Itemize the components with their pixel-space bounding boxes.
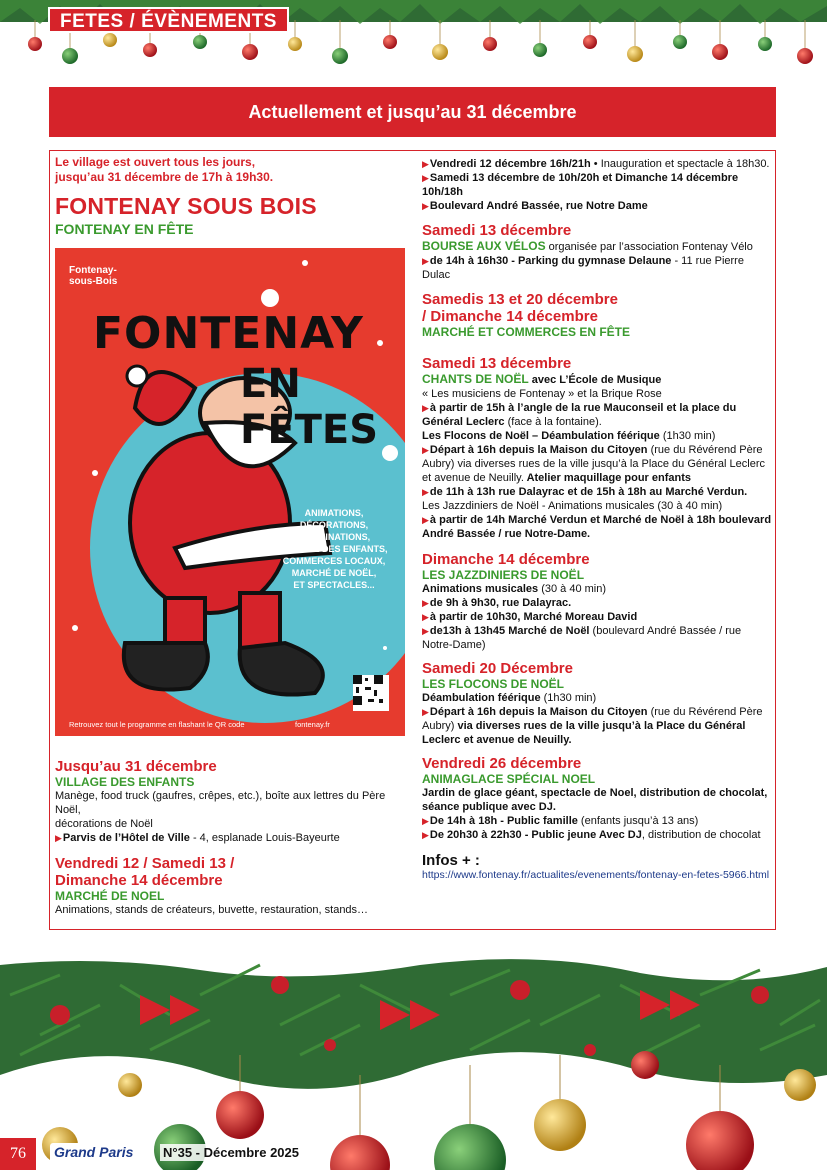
text-part: De 14h à 18h - Public famille — [429, 815, 578, 827]
event-date: Samedi 20 Décembre — [422, 660, 573, 677]
event-bullet — [422, 401, 774, 429]
event-bullet — [422, 624, 774, 652]
text-part: Vendredi 12 décembre 16h/21h — [429, 158, 591, 170]
event-schedule-top — [422, 157, 774, 213]
text-part: Samedi 13 décembre de 10h/20h et Dimanche 14 décembre 10h/18h — [422, 172, 739, 198]
text-part: (face à la fontaine). — [504, 416, 602, 428]
event-title: VILLAGE DES ENFANTS — [55, 775, 195, 789]
schedule-line — [422, 157, 774, 171]
text-part: Atelier maquillage pour enfants — [523, 472, 691, 484]
bottom-garland-decoration — [0, 955, 827, 1170]
left-column — [55, 155, 410, 237]
event-location — [55, 831, 410, 845]
event-christmas-market — [55, 855, 410, 917]
event-date: Vendredi 12 / Samedi 13 / — [55, 855, 235, 872]
event-title: LES JAZZDINIERS DE NOËL — [422, 568, 585, 582]
text-part: - 11 rue Pierre Dulac — [422, 255, 744, 281]
event-village — [55, 758, 410, 845]
more-info-link[interactable]: https://www.fontenay.fr/actualites/evenements/fontenay-en-fetes-5966.html — [422, 869, 770, 881]
event-text — [422, 429, 774, 443]
event-description — [55, 789, 410, 831]
text-part: (rue du Révérend Père Aubry) — [422, 706, 763, 732]
text-part: (boulevard André Bassée / rue Notre-Dame) — [422, 625, 742, 651]
event-poster — [55, 248, 405, 736]
text-part: à partir de 14h Marché Verdun et Marché de Noël à 18h boulevard André Bassée / rue Notre-Dame. — [422, 514, 772, 540]
poster-title-line2: EN FÊTES — [240, 361, 379, 453]
city-subtitle: FONTENAY EN FÊTE — [55, 221, 194, 237]
poster-feature: ET SPECTACLES... — [293, 580, 375, 590]
event-bullet — [422, 828, 774, 842]
event-bullet — [422, 814, 774, 828]
opening-hours-line2: jusqu’au 31 décembre de 17h à 19h30. — [55, 170, 274, 184]
event-date: Samedi 13 décembre — [422, 222, 572, 239]
text-part: , boîte aux lettres du Père Noël, — [55, 790, 386, 816]
event-text: « Les musiciens de Fontenay » et la Brique Rose — [422, 388, 662, 400]
text-part: Boulevard André Bassée, rue Notre Dame — [429, 200, 648, 212]
text-part: De 20h30 à 22h30 - Public jeune Avec DJ — [429, 829, 642, 841]
event-christmas-songs — [422, 355, 774, 541]
poster-features — [269, 507, 399, 591]
text-part: (1h30 min) — [659, 430, 716, 442]
text-part: (rue du Révérend Père Aubry) via diverses rues de la ville jusqu’à la Place du Général Leclerc et avenue de Neuilly. — [422, 444, 766, 484]
text-part: de 9h à 9h30, rue Dalayrac. — [429, 597, 572, 609]
text-part: Départ à 16h depuis la Maison du Citoyen — [429, 444, 648, 456]
poster-feature: VILLAGE DES ENFANTS, — [280, 544, 388, 554]
poster-url: fontenay.fr — [295, 720, 330, 729]
event-bullet — [422, 705, 774, 747]
issue-label: N°35 - Décembre 2025 — [160, 1144, 302, 1161]
city-title: FONTENAY SOUS BOIS — [55, 193, 317, 219]
text-part: de 11h à 13h rue Dalayrac et de 15h à 18h au Marché Verdun. — [429, 486, 748, 498]
text-part: • Inauguration et spectacle à 18h30. — [590, 158, 770, 170]
event-date: Dimanche 14 décembre — [55, 872, 223, 889]
event-text: Les Jazzdiniers de Noël - Animations musicales (30 à 40 min) — [422, 500, 723, 512]
event-title: BOURSE AUX VÉLOS — [422, 239, 546, 253]
event-date: Samedis 13 et 20 décembre — [422, 291, 618, 308]
event-bullet — [422, 443, 774, 485]
text-part: décorations de Noël — [55, 818, 153, 830]
text-part: à partir de 15h à l’angle de la rue Mauconseil et la place du Général Leclerc — [422, 402, 737, 428]
magazine-logo — [50, 1143, 148, 1165]
qr-code-icon[interactable] — [353, 675, 389, 711]
text-part: via diverses rues de la ville jusqu’à la Place du Général Leclerc et avenue de Neuilly. — [422, 720, 746, 746]
text-part: de13h à 13h45 Marché de Noël — [429, 625, 590, 637]
event-animaglace — [422, 755, 774, 842]
left-events — [55, 758, 410, 917]
poster-footer: Retrouvez tout le programme en flashant le QR code — [69, 720, 245, 729]
event-bike-exchange — [422, 222, 774, 282]
event-market-shops — [422, 291, 774, 339]
city-logo — [69, 265, 117, 287]
section-tag: FETES / ÉVÈNEMENTS — [48, 7, 289, 33]
event-snowflakes — [422, 660, 774, 747]
text-part: organisée par l’association Fontenay Vélo — [545, 241, 753, 253]
event-jazzdiniers — [422, 551, 774, 652]
text-part: - 4, esplanade Louis-Bayeurte — [189, 832, 340, 844]
event-title: CHANTS DE NOËL — [422, 372, 529, 386]
text-part: , distribution de chocolat — [641, 829, 761, 841]
text-part: Les Flocons de Noël – Déambulation féérique — [422, 430, 660, 442]
event-title-line — [422, 372, 774, 387]
text-part: (1h30 min) — [540, 692, 597, 704]
opening-hours-line1: Le village est ouvert tous les jours, — [55, 155, 256, 169]
event-text — [422, 691, 774, 705]
poster-feature: ILLUMINATIONS, — [297, 532, 371, 542]
more-info — [422, 852, 774, 881]
event-title: ANIMAGLACE SPÉCIAL NOEL — [422, 772, 596, 786]
event-text — [422, 582, 774, 596]
poster-title-line1: FONTENAY — [93, 308, 364, 359]
text-part: (30 à 40 min) — [538, 583, 607, 595]
text-part: à partir de 10h30, Marché Moreau David — [429, 611, 638, 623]
text-part: Animations musicales — [422, 583, 539, 595]
event-date: Jusqu’au 31 décembre — [55, 758, 217, 775]
schedule-line — [422, 171, 774, 199]
city-logo-line1: Fontenay- — [69, 265, 117, 276]
text-part: de 14h à 16h30 - Parking du gymnase Delaune — [429, 255, 672, 267]
date-banner: Actuellement et jusqu’au 31 décembre — [49, 87, 776, 137]
event-location — [422, 254, 774, 282]
event-text: Jardin de glace géant, spectacle de Noel, distribution de chocolat, séance publique avec DJ. — [422, 787, 768, 813]
text-part: Déambulation féérique — [422, 692, 541, 704]
poster-feature: ANIMATIONS, — [304, 508, 364, 518]
poster-feature: COMMERCES LOCAUX, — [282, 556, 386, 566]
event-title: MARCHÉ DE NOEL — [55, 889, 165, 903]
more-info-label: Infos + : — [422, 852, 480, 869]
right-column — [422, 157, 774, 881]
text-part: Parvis de l’Hôtel de Ville — [62, 832, 190, 844]
text-part: (gaufres, crêpes, etc.) — [149, 790, 260, 802]
event-title: LES FLOCONS DE NOËL — [422, 677, 565, 691]
poster-feature: MARCHÉ DE NOËL, — [291, 568, 377, 578]
event-date: Samedi 13 décembre — [422, 355, 572, 372]
event-bullet — [422, 596, 774, 610]
event-date: Vendredi 26 décembre — [422, 755, 582, 772]
event-bullet — [422, 513, 774, 541]
text-part: avec L’École de Musique — [528, 374, 662, 386]
page-number: 76 — [0, 1138, 36, 1170]
event-date: / Dimanche 14 décembre — [422, 308, 598, 325]
poster-feature: DÉCORATIONS, — [299, 520, 369, 530]
schedule-line — [422, 199, 774, 213]
text-part: Manège, food truck — [55, 790, 150, 802]
event-title-line — [422, 239, 774, 254]
event-description: Animations, stands de créateurs, buvette, restauration, stands… — [55, 904, 369, 916]
text-part: Départ à 16h depuis la Maison du Citoyen — [429, 706, 648, 718]
text-part: (enfants jusqu’à 13 ans) — [577, 815, 699, 827]
event-title: MARCHÉ ET COMMERCES EN FÊTE — [422, 325, 631, 339]
event-bullet — [422, 485, 774, 499]
magazine-logo-text: Grand Paris — [54, 1144, 134, 1160]
event-date: Dimanche 14 décembre — [422, 551, 590, 568]
city-logo-line2: sous-Bois — [69, 276, 118, 287]
event-bullet — [422, 610, 774, 624]
